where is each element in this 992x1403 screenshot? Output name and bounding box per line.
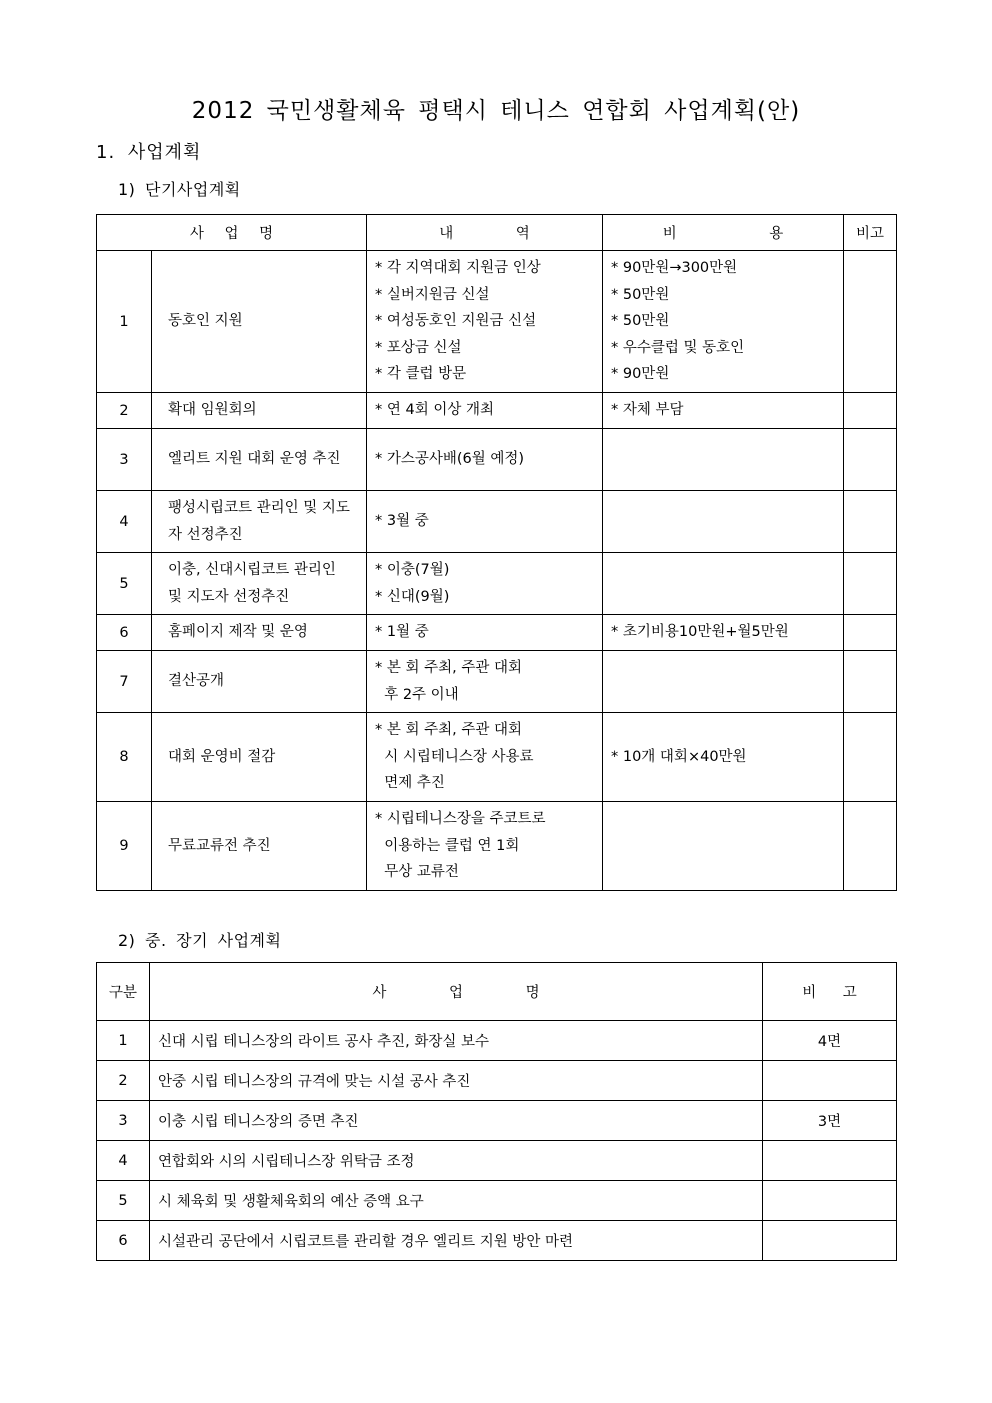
details-cell: [367, 651, 603, 713]
business-name: 엘리트 지원 대회 운영 추진: [168, 451, 341, 468]
business-name: 동호인 지원: [168, 313, 243, 330]
details-cell: [367, 615, 603, 651]
business-name-cell: [152, 713, 367, 802]
business-name: 확대 임원회의: [168, 402, 257, 419]
cost-cell: [603, 393, 844, 429]
business-name: 시설관리 공단에서 시립코트를 관리할 경우 엘리트 지원 방안 마련: [150, 1221, 763, 1261]
business-name: 결산공개: [168, 673, 225, 690]
details-cell: [367, 393, 603, 429]
detail-line: 이용하는 클럽 연 1회: [375, 837, 520, 854]
detail-line: * 포상금 신설: [375, 339, 462, 356]
remarks-cell: [844, 251, 897, 393]
detail-line: * 이충(7월): [375, 562, 450, 578]
detail-line: * 여성동호인 지원금 신설: [375, 313, 537, 330]
details-cell: [367, 553, 603, 615]
details-cell: [367, 429, 603, 491]
document-title: 2012 국민생활체육 평택시 테니스 연합회 사업계획(안): [191, 98, 801, 124]
table-row: [97, 491, 897, 553]
row-number: 4: [97, 1141, 150, 1181]
cost-line: * 초기비용10만원+월5만원: [611, 624, 789, 641]
subsection-heading-short-term: 1) 단기사업계획: [118, 180, 241, 199]
remarks-cell: [763, 1221, 897, 1261]
remarks-cell: [844, 429, 897, 491]
row-number: 1: [97, 1021, 150, 1061]
cost-line: * 자체 부담: [611, 402, 684, 419]
row-number: 8: [97, 713, 152, 802]
detail-line: 시 시립테니스장 사용료: [375, 748, 534, 765]
detail-line: 무상 교류전: [375, 864, 459, 881]
table-row: [97, 1141, 897, 1181]
row-number: 7: [97, 651, 152, 713]
table-row: [97, 615, 897, 651]
cost-cell: [603, 651, 844, 713]
business-name: 신대 시립 테니스장의 라이트 공사 추진, 화장실 보수: [150, 1021, 763, 1061]
details-cell: [367, 251, 603, 393]
business-name-cell: [152, 802, 367, 891]
business-name: 홈페이지 제작 및 운영: [168, 624, 308, 641]
business-name: 대회 운영비 절감: [168, 748, 276, 765]
remarks-cell: [844, 553, 897, 615]
detail-line: 후 2주 이내: [375, 686, 459, 703]
remarks-cell: [844, 713, 897, 802]
business-name-cell: [152, 251, 367, 393]
detail-line: * 3월 중: [375, 513, 429, 530]
business-name-cell: [152, 491, 367, 553]
remarks-cell: 3면: [763, 1101, 897, 1141]
header-remarks: 비 고: [763, 963, 897, 1021]
row-number: 2: [97, 393, 152, 429]
cost-line: * 90만원→300만원: [611, 260, 738, 277]
long-term-plan-table: [96, 962, 897, 1261]
table-row: [97, 1181, 897, 1221]
business-name: 연합회와 시의 시립테니스장 위탁금 조정: [150, 1141, 763, 1181]
header-business-name: 사 업 명: [97, 215, 367, 251]
business-name: 무료교류전 추진: [168, 837, 271, 854]
table-row: [97, 251, 897, 393]
row-number: 5: [97, 1181, 150, 1221]
detail-line: * 시립테니스장을 주코트로: [375, 811, 546, 828]
detail-line: * 연 4회 이상 개최: [375, 402, 494, 419]
remarks-cell: [844, 802, 897, 891]
table-header-row: [97, 963, 897, 1021]
remarks-cell: [763, 1141, 897, 1181]
details-cell: [367, 713, 603, 802]
header-cost: 비 용: [603, 215, 844, 251]
table-row: [97, 553, 897, 615]
business-name-cell: [152, 553, 367, 615]
table-row: [97, 393, 897, 429]
row-number: 6: [97, 615, 152, 651]
details-cell: [367, 802, 603, 891]
business-name: 시 체육회 및 생활체육회의 예산 증액 요구: [150, 1181, 763, 1221]
table-row: [97, 1101, 897, 1141]
table-header-row: [97, 215, 897, 251]
row-number: 1: [97, 251, 152, 393]
cost-cell: [603, 553, 844, 615]
section-heading-business-plan: 1. 사업계획: [96, 142, 202, 163]
detail-line: * 가스공사배(6월 예정): [375, 451, 525, 468]
detail-line: * 본 회 주최, 주관 대회: [375, 722, 522, 739]
table-row: [97, 429, 897, 491]
table-row: [97, 1021, 897, 1061]
detail-line: * 본 회 주최, 주관 대회: [375, 660, 522, 676]
table-row: [97, 1061, 897, 1101]
detail-line: * 1월 중: [375, 624, 429, 641]
row-number: 4: [97, 491, 152, 553]
detail-line: 면제 추진: [375, 775, 445, 792]
cost-cell: [603, 491, 844, 553]
header-category: 구분: [97, 963, 150, 1021]
remarks-cell: [763, 1061, 897, 1101]
business-name: 팽성시립코트 관리인 및 지도자 선정추진: [168, 500, 350, 543]
cost-line: * 우수클럽 및 동호인: [611, 339, 745, 356]
cost-cell: [603, 802, 844, 891]
header-details: 내 역: [367, 215, 603, 251]
cost-line: * 10개 대회×40만원: [611, 748, 747, 765]
remarks-cell: [844, 651, 897, 713]
row-number: 6: [97, 1221, 150, 1261]
cost-cell: [603, 429, 844, 491]
table-row: [97, 1221, 897, 1261]
cost-line: * 50만원: [611, 286, 670, 303]
details-cell: [367, 491, 603, 553]
subsection-heading-long-term: 2) 중. 장기 사업계획: [118, 931, 282, 950]
business-name-cell: [152, 651, 367, 713]
remarks-cell: [844, 393, 897, 429]
remarks-cell: [844, 491, 897, 553]
business-name-cell: [152, 615, 367, 651]
row-number: 3: [97, 429, 152, 491]
row-number: 2: [97, 1061, 150, 1101]
cost-cell: [603, 251, 844, 393]
row-number: 3: [97, 1101, 150, 1141]
header-business-name: 사 업 명: [150, 963, 763, 1021]
table-row: [97, 802, 897, 891]
business-name: 이충 시립 테니스장의 증면 추진: [150, 1101, 763, 1141]
short-term-plan-table: [96, 214, 897, 891]
cost-line: * 50만원: [611, 313, 670, 330]
header-remarks: 비고: [844, 215, 897, 251]
table-row: [97, 651, 897, 713]
business-name-cell: [152, 393, 367, 429]
row-number: 9: [97, 802, 152, 891]
detail-line: * 각 지역대회 지원금 인상: [375, 260, 541, 277]
detail-line: * 실버지원금 신설: [375, 286, 490, 303]
cost-cell: [603, 615, 844, 651]
detail-line: * 신대(9월): [375, 588, 450, 605]
cost-cell: [603, 713, 844, 802]
row-number: 5: [97, 553, 152, 615]
table-row: [97, 713, 897, 802]
business-name: 안중 시립 테니스장의 규격에 맞는 시설 공사 추진: [150, 1061, 763, 1101]
cost-line: * 90만원: [611, 366, 670, 383]
detail-line: * 각 클럽 방문: [375, 366, 467, 383]
remarks-cell: 4면: [763, 1021, 897, 1061]
remarks-cell: [763, 1181, 897, 1221]
business-name-cell: [152, 429, 367, 491]
business-name: 이충, 신대시립코트 관리인 및 지도자 선정추진: [168, 562, 336, 605]
remarks-cell: [844, 615, 897, 651]
